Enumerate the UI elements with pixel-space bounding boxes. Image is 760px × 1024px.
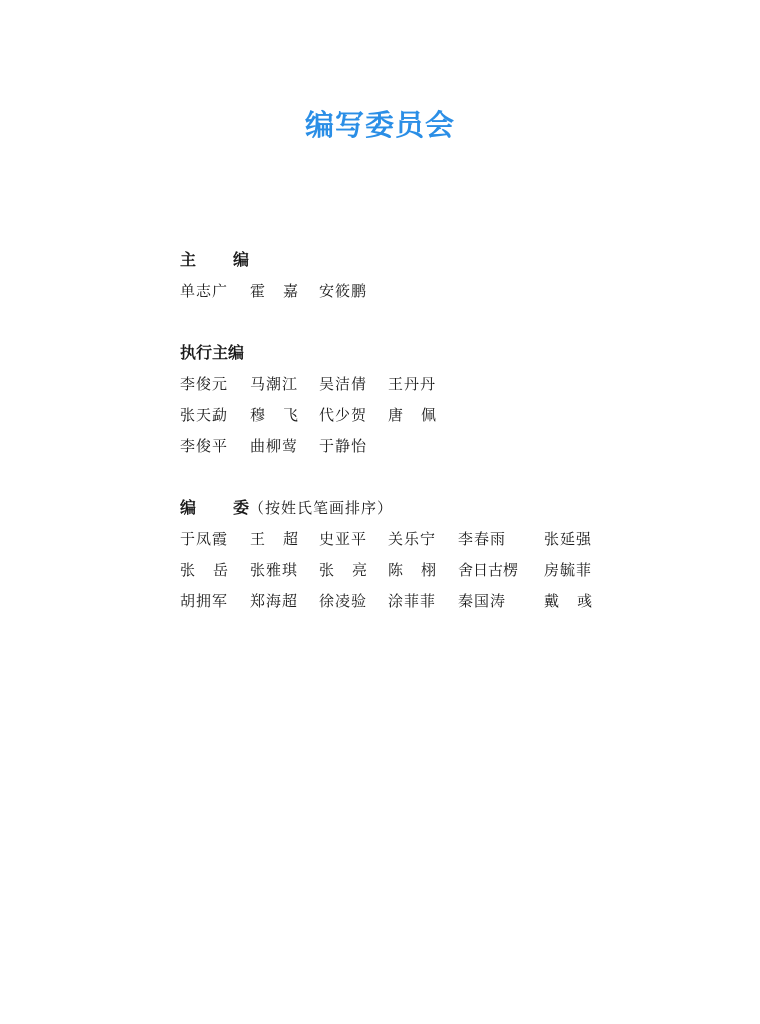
chief-editors-heading — [180, 250, 249, 270]
name-row — [180, 436, 368, 456]
member-name: 胡拥军 — [180, 592, 229, 610]
member-name: 李春雨 — [458, 530, 507, 548]
chief-editors-row — [180, 281, 368, 301]
editor-name: 穆飞 — [250, 406, 317, 424]
member-name: 秦国涛 — [458, 592, 507, 610]
executive-editors-section — [180, 343, 455, 456]
heading-char-1: 编 — [180, 498, 197, 517]
editor-name: 单志广 — [180, 282, 229, 300]
member-name: 关乐宁 — [388, 530, 437, 548]
member-name: 张雅琪 — [250, 561, 299, 579]
page-title: 编写委员会 — [304, 108, 455, 142]
editorial-board-section — [180, 498, 611, 611]
executive-editors-heading-text: 执行主编 — [180, 343, 245, 362]
heading-char-2: 编 — [233, 250, 250, 269]
name-row — [180, 560, 593, 580]
sort-note: （按姓氏笔画排序） — [249, 499, 394, 517]
member-name: 王超 — [250, 530, 317, 548]
editor-name: 霍嘉 — [250, 282, 317, 300]
member-name: 张岳 — [180, 561, 247, 579]
name-row — [180, 405, 455, 425]
editor-name: 曲柳莺 — [250, 437, 299, 455]
name-row — [180, 529, 593, 549]
editorial-board-heading — [180, 498, 393, 518]
editor-name: 代少贺 — [319, 406, 368, 424]
member-name: 张亮 — [319, 561, 386, 579]
editor-name: 李俊平 — [180, 437, 229, 455]
member-name: 陈栩 — [388, 561, 455, 579]
member-name: 房毓菲 — [544, 561, 593, 579]
editor-name: 安筱鹏 — [319, 282, 368, 300]
member-name: 舍日古楞 — [458, 561, 519, 579]
editor-name: 唐佩 — [388, 406, 455, 424]
member-name: 郑海超 — [250, 592, 299, 610]
member-name: 于凤霞 — [180, 530, 229, 548]
member-name: 张延强 — [544, 530, 593, 548]
editor-name: 马潮江 — [250, 375, 299, 393]
editor-name: 王丹丹 — [388, 375, 437, 393]
editor-name: 于静怡 — [319, 437, 368, 455]
member-name: 史亚平 — [319, 530, 368, 548]
name-row — [180, 374, 437, 394]
member-name: 徐凌验 — [319, 592, 368, 610]
chief-editors-section — [180, 250, 368, 301]
editor-name: 李俊元 — [180, 375, 229, 393]
editor-name: 张天勐 — [180, 406, 229, 424]
heading-char-1: 主 — [180, 250, 197, 269]
executive-editors-heading — [180, 343, 244, 363]
editor-name: 吴洁倩 — [319, 375, 368, 393]
member-name: 戴彧 — [544, 592, 611, 610]
name-row — [180, 591, 611, 611]
member-name: 涂菲菲 — [388, 592, 437, 610]
heading-char-2: 委 — [233, 498, 250, 517]
